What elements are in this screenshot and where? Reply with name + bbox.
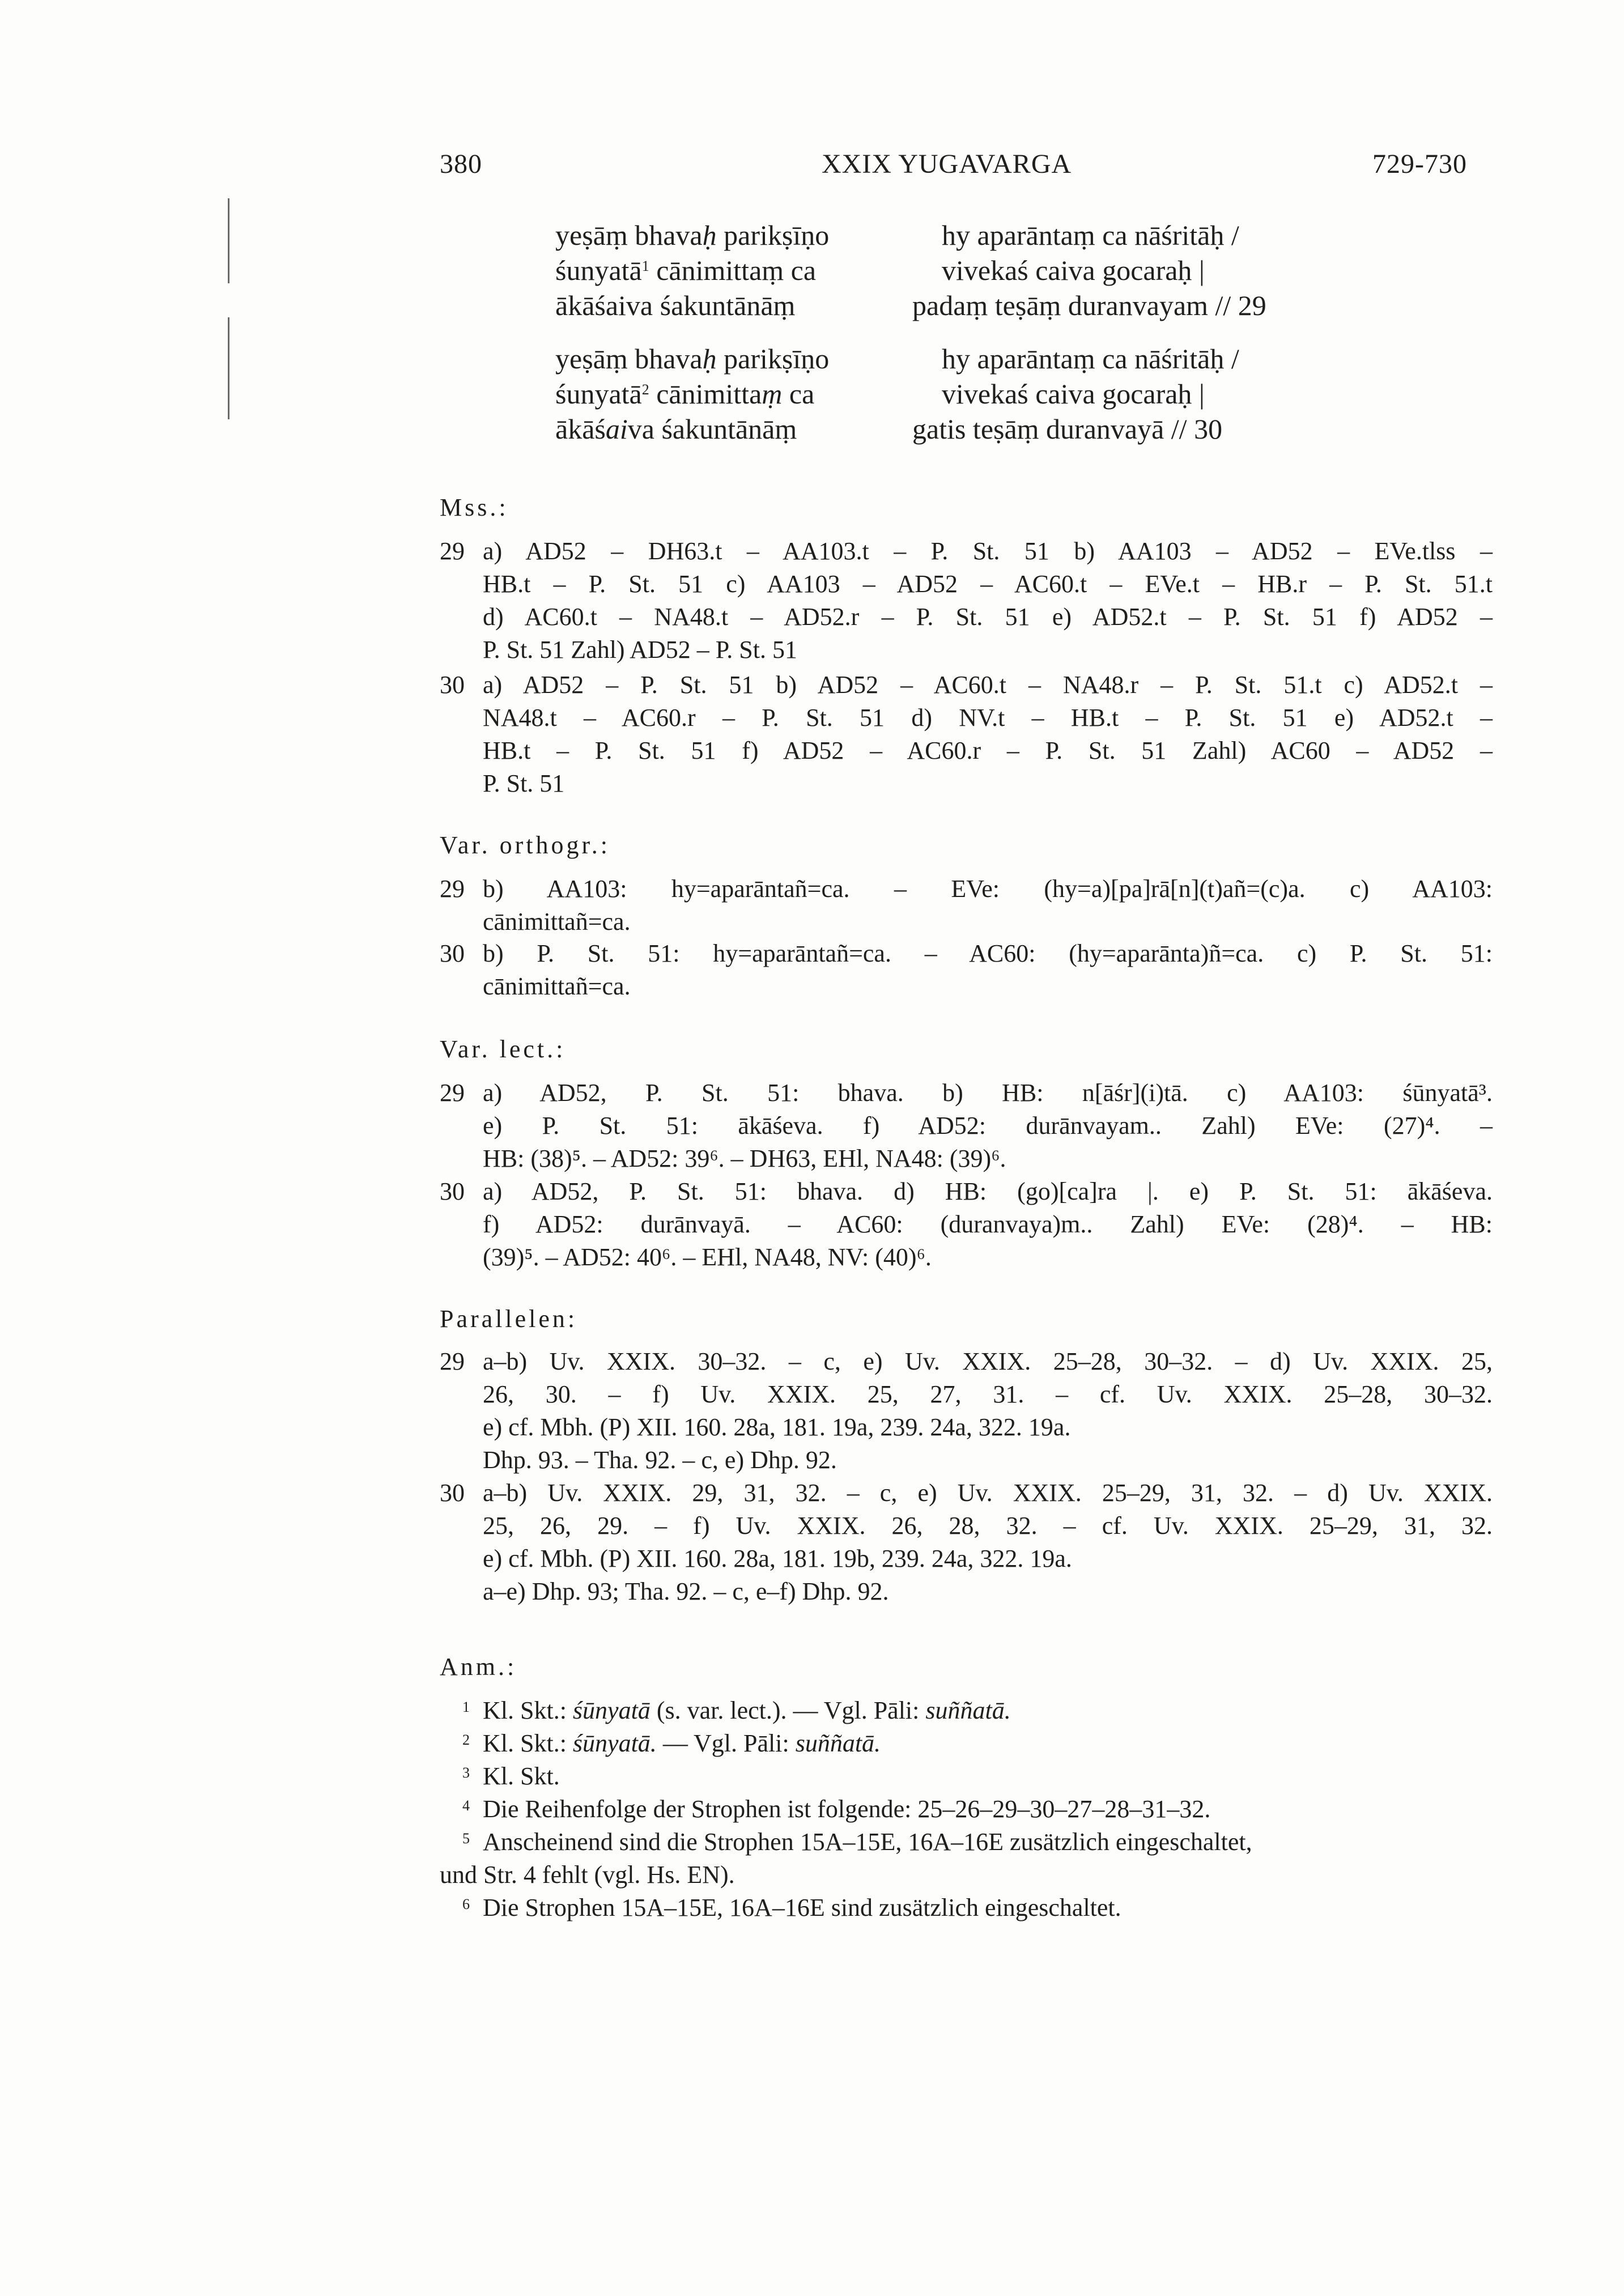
footnotes: [440, 1694, 1493, 1924]
entry-number: 30: [440, 671, 465, 699]
verse-line: śunyatā$^2$ cānimittaṃ ca: [555, 378, 815, 410]
entry-line: a–e) Dhp. 93; Tha. 92. – c, e–f) Dhp. 92.: [483, 1578, 889, 1605]
verse-line: hy aparāntaṃ ca nāśritāḥ /: [942, 343, 1239, 375]
parallelen-entry-30: [440, 1477, 1493, 1608]
footnote-continuation: und Str. 4 fehlt (vgl. Hs. EN).: [440, 1861, 735, 1889]
section-heading-var-lect: Var. lect.:: [440, 1035, 566, 1063]
entry-line: cānimittañ=ca.: [483, 972, 631, 1000]
entry-line: NA48.t – AC60.r – P. St. 51 d) NV.t – HB.t – P. St. 51 e) AD52.t –: [483, 704, 1493, 732]
entry-line: b) P. St. 51: hy=aparāntañ=ca. – AC60: (hy=aparānta)ñ=ca. c) P. St. 51:: [483, 939, 1493, 967]
footnote-4: 4 Die Reihenfolge der Strophen ist folgende: 25–26–29–30–27–28–31–32.: [462, 1795, 1211, 1823]
entry-line: b) AA103: hy=aparāntañ=ca. – EVe: (hy=a)[pa]rā[n](t)añ=(c)a. c) AA103:: [483, 875, 1493, 903]
entry-number: 30: [440, 1177, 465, 1205]
mss-entry-30: [440, 669, 1493, 800]
verse-line: ākāśaiva śakuntānāṃ: [555, 413, 797, 445]
entry-line: P. St. 51 Zahl) AD52 – P. St. 51: [483, 636, 797, 664]
parallelen-entry-29: [440, 1345, 1493, 1477]
entry-line: P. St. 51: [483, 769, 565, 797]
verse-range: 729-730: [1372, 149, 1467, 179]
section-heading-anm: Anm.:: [440, 1653, 517, 1681]
verse-line: hy aparāntaṃ ca nāśritāḥ /: [942, 219, 1239, 251]
var-lect-entry-30: [440, 1175, 1493, 1274]
verse-line: vivekaś caiva gocaraḥ |: [942, 378, 1205, 410]
page-number: 380: [440, 149, 482, 179]
entry-number: 30: [440, 1479, 465, 1507]
entry-line: a) AD52 – DH63.t – AA103.t – P. St. 51 b) AA103 – AD52 – EVe.tlss –: [483, 537, 1493, 565]
section-heading-mss: Mss.:: [440, 494, 509, 521]
entry-line: f) AD52: durānvayā. – AC60: (duranvaya)m.. Zahl) EVe: (28)⁴. – HB:: [483, 1210, 1493, 1238]
running-title: XXIX YUGAVARGA: [822, 149, 1072, 179]
scan-margin-mark: [228, 198, 229, 283]
entry-line: a) AD52, P. St. 51: bhava. b) HB: n[āśr](i)tā. c) AA103: śūnyatā³.: [483, 1079, 1493, 1107]
verse-line: yeṣāṃ bhavaḥ parikṣīṇo: [555, 343, 830, 375]
entry-line: (39)⁵. – AD52: 40⁶. – EHl, NA48, NV: (40)⁶.: [483, 1243, 932, 1271]
var-orthogr-entry-29: [440, 873, 1493, 938]
verse-line: gatis teṣāṃ duranvayā // 30: [912, 413, 1223, 445]
verse-line: padaṃ teṣāṃ duranvayam // 29: [912, 290, 1266, 321]
footnote-3: 3 Kl. Skt.: [462, 1762, 560, 1790]
entry-line: 25, 26, 29. – f) Uv. XXIX. 26, 28, 32. – cf. Uv. XXIX. 25–29, 31, 32.: [483, 1512, 1493, 1540]
footnote-6: 6 Die Strophen 15A–15E, 16A–16E sind zusätzlich eingeschaltet.: [462, 1894, 1121, 1921]
scan-margin-mark: [228, 317, 229, 419]
var-orthogr-entry-30: [440, 937, 1493, 1003]
entry-line: a–b) Uv. XXIX. 29, 31, 32. – c, e) Uv. XXIX. 25–29, 31, 32. – d) Uv. XXIX.: [483, 1479, 1493, 1507]
entry-line: e) cf. Mbh. (P) XII. 160. 28a, 181. 19b, 239. 24a, 322. 19a.: [483, 1545, 1072, 1572]
entry-line: cānimittañ=ca.: [483, 908, 631, 936]
section-heading-parallelen: Parallelen:: [440, 1305, 578, 1333]
entry-line: HB: (38)⁵. – AD52: 39⁶. – DH63, EHl, NA48: (39)⁶.: [483, 1145, 1006, 1172]
entry-line: a) AD52 – P. St. 51 b) AD52 – AC60.t – NA48.r – P. St. 51.t c) AD52.t –: [483, 671, 1493, 699]
entry-line: HB.t – P. St. 51 c) AA103 – AD52 – AC60.t – EVe.t – HB.r – P. St. 51.t: [483, 570, 1493, 598]
entry-number: 29: [440, 537, 465, 565]
footnote-2: 2 Kl. Skt.: śūnyatā. — Vgl. Pāli: suññatā.: [462, 1729, 881, 1757]
entry-line: e) cf. Mbh. (P) XII. 160. 28a, 181. 19a, 239. 24a, 322. 19a.: [483, 1413, 1071, 1441]
entry-line: e) P. St. 51: ākāśeva. f) AD52: durānvayam.. Zahl) EVe: (27)⁴. –: [483, 1112, 1493, 1140]
entry-line: 26, 30. – f) Uv. XXIX. 25, 27, 31. – cf. Uv. XXIX. 25–28, 30–32.: [483, 1380, 1493, 1408]
entry-line: a–b) Uv. XXIX. 30–32. – c, e) Uv. XXIX. 25–28, 30–32. – d) Uv. XXIX. 25,: [483, 1347, 1493, 1375]
entry-number: 30: [440, 939, 465, 967]
footnote-1: 1 Kl. Skt.: śūnyatā (s. var. lect.). — Vgl. Pāli: suññatā.: [462, 1697, 1011, 1724]
entry-number: 29: [440, 1079, 465, 1107]
entry-line: Dhp. 93. – Tha. 92. – c, e) Dhp. 92.: [483, 1446, 837, 1474]
entry-line: HB.t – P. St. 51 f) AD52 – AC60.r – P. St. 51 Zahl) AC60 – AD52 –: [483, 737, 1493, 764]
verse-line: yeṣāṃ bhavaḥ parikṣīṇo: [555, 219, 830, 251]
verse-line: śunyatā$^1$ cānimittaṃ ca: [555, 254, 817, 286]
footnote-5: 5 Anscheinend sind die Strophen 15A–15E, 16A–16E zusätzlich eingeschaltet, und Str. 4 fehlt (vgl. Hs. EN).: [440, 1826, 1493, 1891]
var-lect-entry-29: [440, 1077, 1493, 1175]
verse-line: ākāśaiva śakuntānāṃ: [555, 290, 796, 321]
section-heading-var-orthogr: Var. orthogr.:: [440, 831, 610, 859]
entry-line: d) AC60.t – NA48.t – AD52.r – P. St. 51 e) AD52.t – P. St. 51 f) AD52 –: [483, 603, 1493, 631]
entry-number: 29: [440, 875, 465, 903]
verse-line: vivekaś caiva gocaraḥ |: [942, 254, 1205, 286]
mss-entry-29: [440, 535, 1493, 666]
entry-line: a) AD52, P. St. 51: bhava. d) HB: (go)[ca]ra |. e) P. St. 51: ākāśeva.: [483, 1177, 1493, 1205]
entry-number: 29: [440, 1347, 465, 1375]
